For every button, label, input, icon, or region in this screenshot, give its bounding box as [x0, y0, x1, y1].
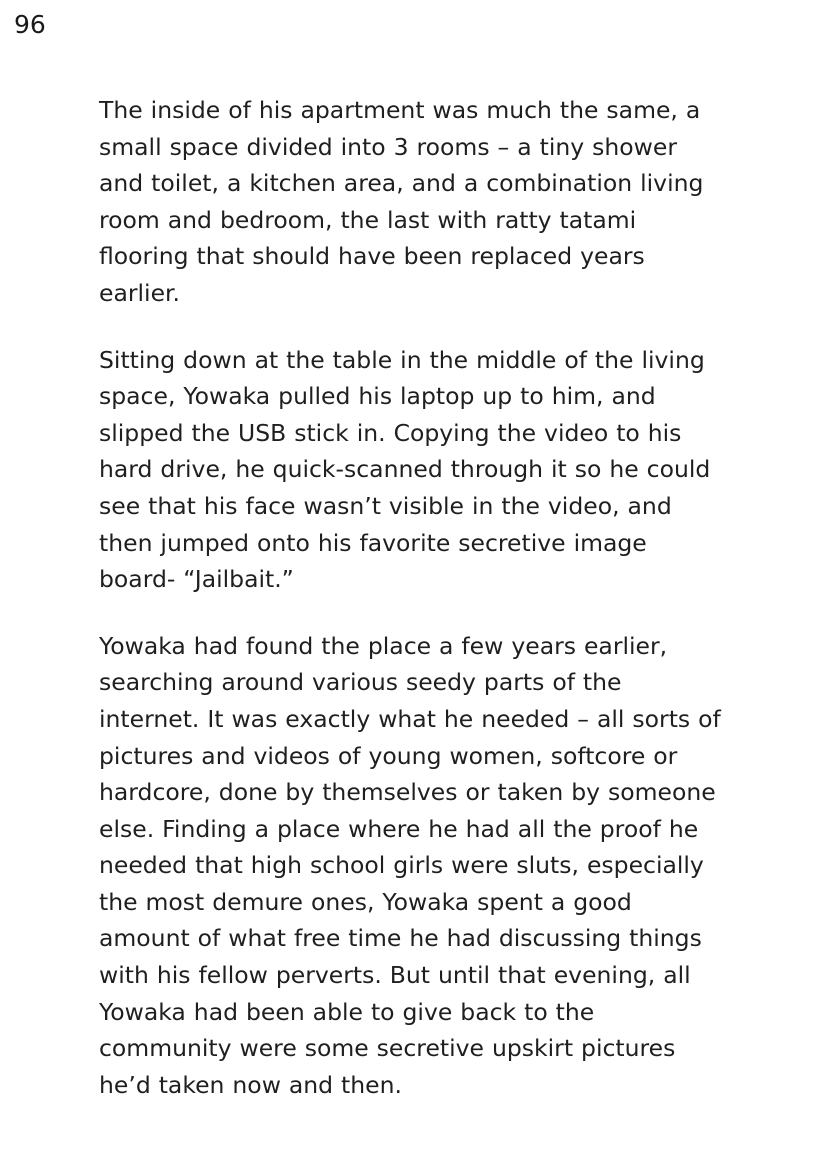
- body-paragraph: The inside of his apartment was much the same, a small space divided into 3 rooms – a tiny shower and toilet, a kitchen area, and a combination living room and bedroom, the last with ratty tatami flooring that should have been replaced years earlier.: [99, 96, 704, 307]
- body-paragraph: Sitting down at the table in the middle of the living space, Yowaka pulled his laptop up to him, and slipped the USB stick in. Copying the video to his hard drive, he quick-scanned through it so he could see that his face wasn’t visible in the video, and then jumped onto his favorite secretive image board- “Jailbait.”: [99, 345, 711, 594]
- body-paragraph: Yowaka had found the place a few years earlier, searching around various seedy parts of the internet. It was exactly what he needed – all sorts of pictures and videos of young women, softcore or hardcore, done by themselves or taken by someone else. Finding a place where he had all the proof he needed that high school girls were sluts, especially the most demure ones, Yowaka spent a good amount of what free time he had discussing things with his fellow perverts. But until that evening, all Yowaka had been able to give back to the community were some secretive upskirt pictures he’d taken now and then.: [99, 631, 721, 1099]
- page-number: 96: [14, 10, 46, 39]
- page-body: [99, 92, 727, 1103]
